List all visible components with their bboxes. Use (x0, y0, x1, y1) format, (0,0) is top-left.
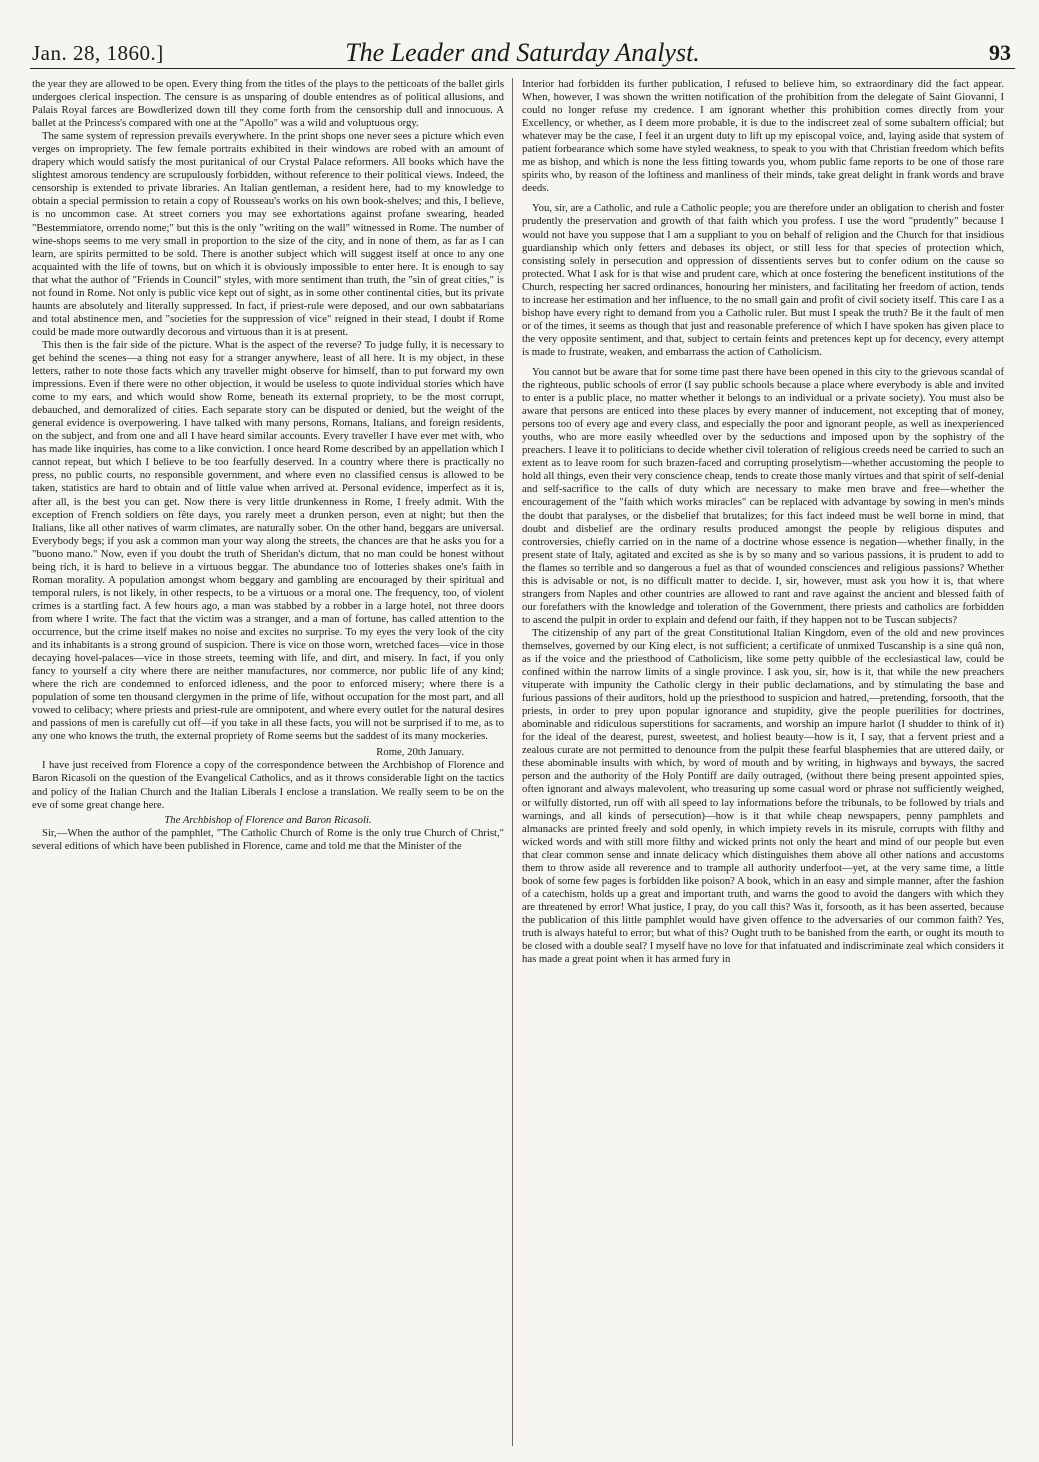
left-column (32, 78, 504, 1446)
article-paragraph: I have just received from Florence a copy of the correspondence between the Archbishop of Florence and Baron Ricasoli on the question of the Evangelical Catholics, and as it throws considerable light on the tactics and policy of the Italian Church and the Italian Liberals I enclose a translation. We really seem to be on the eve of some great change here. (32, 759, 504, 811)
issue-date: Jan. 28, 1860.] (32, 41, 164, 65)
letter-paragraph: Sir,—When the author of the pamphlet, "The Catholic Church of Rome is the only true Church of Christ," several editions of which have been published in Florence, came and told me that the Minister of the (32, 826, 504, 852)
letter-paragraph: You, sir, are a Catholic, and rule a Catholic people; you are therefore under an obligation to cherish and foster prudently the preservation and growth of that faith which you profess. I use the word "prudently" because I would not have you suppose that I am a suppliant to you on behalf of religion and the Church for that insidious guardianship which only fetters and debases its object, or still less for that species of protection which, consisting solely in persecution and oppression of dissentients serves but to confer odium on the cause so protected. What I ask for is that wise and prudent care, which at once fostering the beneficent institutions of the Church, respecting her sacred ordinances, honouring her ministers, and facilitating her freedom of action, tends to increase her estimation and her influence, to the no small gain and profit of civil society itself. This care I as a bishop have every right to demand from you a Catholic ruler. But must I speak the truth? Be it the fault of men or of the times, it seems as though that just and reasonable preference of which I have spoken has given place to the very opposite sentiment, and that, subject to certain feints and pretences kept up for decency, every attempt is made to frustrate, weaken, and embarrass the action of Catholicism. (522, 202, 1004, 358)
letter-paragraph: The citizenship of any part of the great Constitutional Italian Kingdom, even of the old and new provinces themselves, governed by our King elect, is not sufficient; a certificate of unmixed Tuscanship is a sine quâ non, as if the voice and the priesthood of Catholicism, like some petty quibble of the ecclesiastical law, could be confined within the narrow limits of a single province. I ask you, sir, how is it, that while the new preachers vituperate with impunity the Catholic clergy in their public declamations, and by stimulating the base and furious passions of their auditors, hold up the priesthood to suspicion and hatred,—pretending, forsooth, that the priests, in order to prey upon popular ignorance and stupidity, give the people puerilities for doctrines, abominable and ridiculous superstitions for sacraments, and worship an impure harlot (I shudder to think of it) for the ideal of the dearest, purest, sweetest, and holiest beauty—how is it, I say, that a fervent priest and a zealous curate are not permitted to denounce from the pulpit these fearful blasphemies that are uttered daily, or these abominable insults with which, by word of mouth and by writing, in highways and byways, the sacred person and the authority of the Holy Pontiff are daily outraged, (without there being present appointed spies, often ignorant and always malevolent, who treasuring up some casual word or phrase not sufficiently weighed, or wilfully distorted, run off with all speed to lay informations before the tribunals, to be followed by trials and warnings, and all kinds of persecution)—how is it that while cheap newspapers, penny pamphlets and almanacks are printed freely and sold openly, in which impiety revels in its misrule, corrupts with filthy and wicked words and with still more filthy and wicked prints not only the heart and mind of our people but even that clear common sense and innate delicacy which distinguishes them above all other nations and accustoms them to throw aside all reverence and to trample all authority underfoot—yet, at the very same time, a little book of some few pages is forbidden like poison? A book, which in an easy and simple manner, after the fashion of a catechism, holds up a great and important truth, and warns the good to avoid the dangers with which they are threatened by error! What justice, I pray, do you call this? Was it, forsooth, as it has been asserted, because the publication of this little pamphlet would have given offence to the adversaries of our common faith? Yes, truth is always hateful to error; but what of this? Ought truth to be banished from the earth, or ought its mouth to be closed with a double seal? I myself have no love for that infatuated and indiscriminate zeal which considers it has made a great point when it has armed fury in (522, 626, 1004, 966)
publication-title: The Leader and Saturday Analyst. (345, 38, 700, 67)
dateline: Rome, 20th January. (376, 746, 464, 759)
column-divider (512, 78, 513, 1446)
letter-paragraph: Interior had forbidden its further publication, I refused to believe him, so extraordinary did the fact appear. When, however, I was shown the written notification of the prohibition from the delegate of Saint Giovanni, I could no longer refuse my credence. I am ignorant whether this prohibition comes directly from your Excellency, or whether, as I deem more probable, it is due to the indiscreet zeal of some subaltern official; but whatever may be the case, I feel it an urgent duty to lift up my episcopal voice, and, laying aside that system of patient forbearance which some have styled weakness, to speak to you with that Christian freedom which befits me as bishop, and which is none the less fitting towards you, whom public fame reports to be one of those rare spirits who, by reason of the loftiness and manliness of their minds, take great delight in frank words and brave deeds. (522, 78, 1004, 195)
letter-heading: The Archbishop of Florence and Baron Ricasoli. (164, 813, 372, 826)
page-number: 93 (989, 40, 1011, 65)
article-paragraph: The same system of repression prevails everywhere. In the print shops one never sees a picture which even verges on impropriety. The few female portraits exhibited in their windows are robed with an amount of drapery which would satisfy the most puritanical of our Crystal Palace reformers. All books which have the slightest amorous tendency are scrupulously forbidden, without reference to their political views. Indeed, the censorship is extended to private libraries. An Italian gentleman, a resident here, had to my knowledge to obtain a special permission to retain a copy of Rousseau's works on his own book-shelves; and this, I believe, is no uncommon case. At street corners you may see exhortations against profane swearing, headed "Bestemmiatore, orrendo nome;" but this is the only "writing on the wall" witnessed in Rome. The number of wine-shops seems to me very small in proportion to the size of the city, and in none of them, as far as I can learn, are spirits permitted to be sold. There is another subject which will suggest itself at once to any one acquainted with the life of towns, but on which it is obviously impossible to enter here. It is enough to say that what the author of "Friends in Council" styles, with more sentiment than truth, the "sin of great cities," is not found in Rome. Not only is public vice kept out of sight, as in some other continental cities, but its private haunts are absolutely and literally suppressed. In fact, if priest-rule were deposed, and our own sabbatarians and total abstinence men, and "societies for the suppression of vice" reigned in their stead, I doubt if Rome could be made more outwardly decorous and virtuous than it is at present. (32, 130, 504, 338)
right-column (522, 78, 1004, 1446)
letter-paragraph: You cannot but be aware that for some time past there have been opened in this city to the grievous scandal of the righteous, public schools of error (I say public schools because a place where everybody is able and invited to enter is a public place, no matter whether it belongs to an individual or a private society). You must also be aware that persons are enticed into these places by every manner of inducement, not excepting that of money, persons too of every age and every class, and especially the poor and ignorant people, as well as inexperienced youths, who are more easily wheedled over by the seductions and imposed upon by the sophistry of the preachers. I leave it to politicians to decide whether civil toleration of religious creeds need be carried to such an extent as to leave room for such brazen-faced and corrupting proselytism—whether accustoming the people to hold all things, even their very conscience cheap, tends to create those manly virtues and that spirit of self-denial and self-sacrifice to the calls of duty which are necessary to make men brave and free—whether the encouragement of the "faith which works miracles" can be replaced with advantage by sowing in men's minds the doubt that paralyses, or the disbelief that brutalizes; for this fact indeed must be well borne in mind, that doubt and disbelief are the ordinary results produced amongst the people by religious disputes and controversies, chiefly carried on in the name of a doctrine whose essence is negation—whether finally, in the present state of Italy, agitated and excited as she is by so many and so various passions, it is prudent to add to the flames so terrible and so dangerous a fuel as that of wounded consciences and religious passions? Whether this is advisable or not, is no difficult matter to decide. I, sir, however, must ask you how it is, that where strangers from Naples and other countries are allowed to rant and rave against the ancient and blessed faith of our forefathers with the knowledge and toleration of the Government, there priests and catholics are forbidden to ascend the pulpit in order to explain and defend our faith, if they happen not to be Tuscan subjects? (522, 365, 1004, 626)
article-paragraph: This then is the fair side of the picture. What is the aspect of the reverse? To judge fully, it is necessary to get behind the scenes—a thing not easy for a stranger anywhere, least of all here. It is my object, in these letters, rather to note those facts which any traveller might observe for himself, than to put forward my own impressions. Even if there were no other objection, it would be useless to quote individual stories which have come to my ears, and which would show Rome, beneath its external propriety, to be the most corrupt, debauched, and demoralized of cities. Each separate story can be disputed or denied, but the weight of the general evidence is overpowering. I have talked with many persons, Romans, Italians, and foreign residents, on the subject, and from one and all I have heard similar accounts. Every traveller I have ever met with, who has made like inquiries, has come to a like conviction. I once heard Rome described by an appellation which I cannot repeat, but which I believe to be too fearfully deserved. In a country where there is practically no press, no public courts, no responsible government, and where even no classified census is allowed to be taken, statistics are hard to obtain and of little value when arrived at. Personal evidence, imperfect as it is, after all, is the best you can get. Now there is very little drunkenness in Rome, I freely admit. With the exception of French soldiers on fête days, you rarely meet a drunken person, even at night; but then the Italians, like all other natives of warm climates, are naturally sober. On the other hand, beggars are universal. Everybody begs; if you ask a common man your way along the streets, the chances are that he asks you for a "buono mano." Now, even if you doubt the truth of Sheridan's dictum, that no man could be honest without being rich, it is hard to believe in a virtuous beggar. The abundance too of lotteries shakes one's faith in Roman morality. A population amongst whom beggary and gambling are encouraged by their spiritual and temporal rulers, is not likely, in other respects, to be a virtuous or a moral one. The frequency, too, of violent crimes is a startling fact. A few hours ago, a man was stabbed by a robber in a large hotel, not three doors from where I write. The fact that the victim was a stranger, and a man of fortune, has called attention to the occurrence, but the crime itself makes no noise and excites no surprise. To my eyes the very look of the city and its inhabitants is a strong ground of suspicion. There is vice on those worn, wretched faces—vice in those decaying hovel-palaces—vice in those streets, teeming with life, and dirt, and misery. In fact, if you only fancy to yourself a city where there are neither manufactures, nor commerce, nor public life of any kind; where the rich are condemned to enforced idleness, and the poor to enforced misery; where there is a population of some ten thousand clergymen in the prime of life, without occupation for the most part, and all vowed to celibacy; where priests and priest-rule are omnipotent, and where every outlet for the natural desires and passions of men is carefully cut off—if you take in all these facts, you will not be surprised if to me, as to any one who knows the truth, the external propriety of Rome seems but the saddest of its many mockeries. (32, 338, 504, 743)
article-paragraph: the year they are allowed to be open. Every thing from the titles of the plays to the petticoats of the ballet girls undergoes clerical inspection. The censure is as unsparing of double entendres as of political allusions, and Palais Royal farces are Bowdlerized down till they come forth from the censorship dull and innocuous. A ballet at the Princess's compared with one at the "Apollo" was a wild and voluptuous orgy. (32, 78, 504, 130)
page-header (30, 34, 1015, 69)
